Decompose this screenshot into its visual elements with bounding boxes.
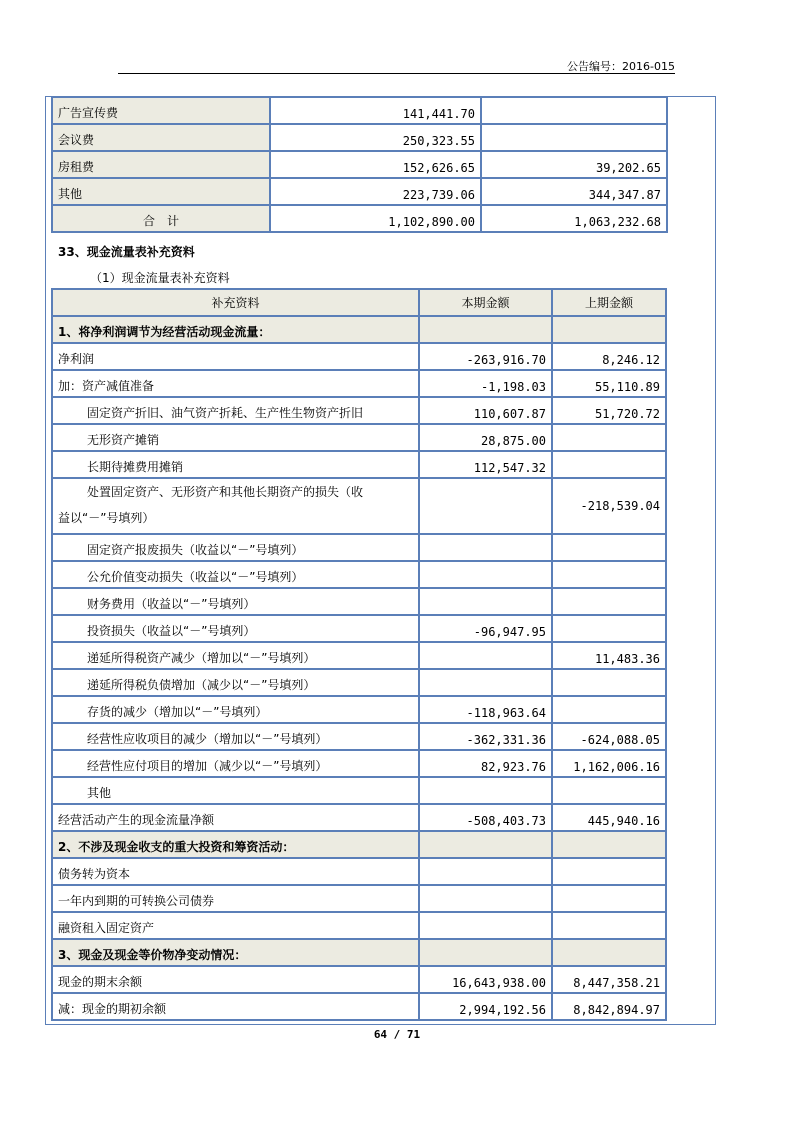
row-label: 无形资产摊销 bbox=[52, 424, 419, 451]
table-row bbox=[52, 885, 666, 912]
table-row bbox=[52, 777, 666, 804]
current-amount: 223,739.06 bbox=[270, 178, 481, 205]
table-row bbox=[52, 669, 666, 696]
header-item: 补充资料 bbox=[52, 289, 419, 316]
table-row bbox=[52, 534, 666, 561]
row-label-line2: 益以“－”号填列） bbox=[58, 511, 155, 525]
row-label: 2、不涉及现金收支的重大投资和筹资活动： bbox=[52, 831, 419, 858]
section-subtitle: （1）现金流量表补充资料 bbox=[90, 271, 230, 285]
current-amount bbox=[419, 777, 552, 804]
prior-amount bbox=[552, 561, 666, 588]
table-row bbox=[52, 642, 666, 669]
current-amount bbox=[419, 939, 552, 966]
current-amount bbox=[419, 478, 552, 534]
prior-amount bbox=[552, 912, 666, 939]
current-amount bbox=[419, 534, 552, 561]
current-amount bbox=[419, 831, 552, 858]
row-label: 经营性应收项目的减少（增加以“－”号填列） bbox=[52, 723, 419, 750]
prior-amount bbox=[552, 885, 666, 912]
announcement-number: 公告编号：2016-015 bbox=[567, 60, 675, 73]
current-amount bbox=[419, 912, 552, 939]
prior-amount: 8,246.12 bbox=[552, 343, 666, 370]
current-amount: 141,441.70 bbox=[270, 97, 481, 124]
table-row bbox=[52, 151, 667, 178]
prior-amount bbox=[552, 424, 666, 451]
prior-amount bbox=[552, 534, 666, 561]
prior-amount bbox=[552, 615, 666, 642]
current-amount bbox=[419, 885, 552, 912]
prior-amount bbox=[481, 97, 667, 124]
current-amount: -118,963.64 bbox=[419, 696, 552, 723]
prior-amount: 55,110.89 bbox=[552, 370, 666, 397]
row-label: 递延所得税资产减少（增加以“－”号填列） bbox=[52, 642, 419, 669]
table-row bbox=[52, 750, 666, 777]
row-label: 现金的期末余额 bbox=[52, 966, 419, 993]
row-label: 广告宣传费 bbox=[52, 97, 270, 124]
current-amount: 82,923.76 bbox=[419, 750, 552, 777]
row-label: 3、现金及现金等价物净变动情况： bbox=[52, 939, 419, 966]
prior-amount: 39,202.65 bbox=[481, 151, 667, 178]
table-row bbox=[52, 966, 666, 993]
table-row bbox=[52, 370, 666, 397]
row-label: 投资损失（收益以“－”号填列） bbox=[52, 615, 419, 642]
current-amount bbox=[419, 642, 552, 669]
table-row bbox=[52, 939, 666, 966]
table-row bbox=[52, 124, 667, 151]
prior-amount bbox=[481, 124, 667, 151]
table-row bbox=[52, 316, 666, 343]
table-row bbox=[52, 397, 666, 424]
row-label: 房租费 bbox=[52, 151, 270, 178]
row-label: 固定资产报废损失（收益以“－”号填列） bbox=[52, 534, 419, 561]
row-label: 存货的减少（增加以“－”号填列） bbox=[52, 696, 419, 723]
current-amount bbox=[419, 858, 552, 885]
prior-amount bbox=[552, 669, 666, 696]
current-amount bbox=[419, 669, 552, 696]
table-row bbox=[52, 451, 666, 478]
total-row bbox=[52, 205, 667, 232]
prior-amount: 11,483.36 bbox=[552, 642, 666, 669]
current-amount: -508,403.73 bbox=[419, 804, 552, 831]
prior-amount: 8,447,358.21 bbox=[552, 966, 666, 993]
current-amount bbox=[419, 316, 552, 343]
row-label: 固定资产折旧、油气资产折耗、生产性生物资产折旧 bbox=[52, 397, 419, 424]
table-row bbox=[52, 178, 667, 205]
current-amount: -1,198.03 bbox=[419, 370, 552, 397]
table-row bbox=[52, 696, 666, 723]
row-label: 其他 bbox=[52, 178, 270, 205]
current-amount bbox=[419, 588, 552, 615]
header-current: 本期金额 bbox=[419, 289, 552, 316]
row-label: 债务转为资本 bbox=[52, 858, 419, 885]
header-prior: 上期金额 bbox=[552, 289, 666, 316]
row-label: 经营性应付项目的增加（减少以“－”号填列） bbox=[52, 750, 419, 777]
row-label: 净利润 bbox=[52, 343, 419, 370]
row-label: 长期待摊费用摊销 bbox=[52, 451, 419, 478]
row-label: 减：现金的期初余额 bbox=[52, 993, 419, 1020]
row-label: 融资租入固定资产 bbox=[52, 912, 419, 939]
prior-amount bbox=[552, 939, 666, 966]
current-amount: 2,994,192.56 bbox=[419, 993, 552, 1020]
prior-amount: 344,347.87 bbox=[481, 178, 667, 205]
prior-amount: 51,720.72 bbox=[552, 397, 666, 424]
table-row bbox=[52, 478, 666, 534]
table-row bbox=[52, 804, 666, 831]
prior-amount bbox=[552, 831, 666, 858]
total-label: 合 计 bbox=[52, 205, 270, 232]
row-label: 会议费 bbox=[52, 124, 270, 151]
cash-flow-supplement-table bbox=[51, 288, 667, 1021]
row-label: 公允价值变动损失（收益以“－”号填列） bbox=[52, 561, 419, 588]
prior-amount: 1,162,006.16 bbox=[552, 750, 666, 777]
prior-amount bbox=[552, 696, 666, 723]
table-header-row bbox=[52, 289, 666, 316]
table-row bbox=[52, 993, 666, 1020]
table-row bbox=[52, 561, 666, 588]
expense-table bbox=[51, 96, 668, 233]
row-label: 一年内到期的可转换公司债券 bbox=[52, 885, 419, 912]
table-row bbox=[52, 424, 666, 451]
current-amount: -96,947.95 bbox=[419, 615, 552, 642]
current-amount: 16,643,938.00 bbox=[419, 966, 552, 993]
row-label bbox=[52, 478, 419, 534]
prior-amount: 1,063,232.68 bbox=[481, 205, 667, 232]
current-amount: -263,916.70 bbox=[419, 343, 552, 370]
table-row bbox=[52, 97, 667, 124]
row-label: 财务费用（收益以“－”号填列） bbox=[52, 588, 419, 615]
row-label: 递延所得税负债增加（减少以“－”号填列） bbox=[52, 669, 419, 696]
table-row bbox=[52, 588, 666, 615]
table-row bbox=[52, 831, 666, 858]
table-row bbox=[52, 343, 666, 370]
prior-amount: -218,539.04 bbox=[552, 478, 666, 534]
prior-amount bbox=[552, 777, 666, 804]
current-amount: 152,626.65 bbox=[270, 151, 481, 178]
table-row bbox=[52, 912, 666, 939]
current-amount: 28,875.00 bbox=[419, 424, 552, 451]
current-amount: 112,547.32 bbox=[419, 451, 552, 478]
row-label-line1: 处置固定资产、无形资产和其他长期资产的损失（收 bbox=[87, 485, 364, 499]
table-row bbox=[52, 615, 666, 642]
prior-amount: 445,940.16 bbox=[552, 804, 666, 831]
prior-amount bbox=[552, 316, 666, 343]
table-row bbox=[52, 723, 666, 750]
row-label: 1、将净利润调节为经营活动现金流量： bbox=[52, 316, 419, 343]
row-label: 加：资产减值准备 bbox=[52, 370, 419, 397]
table-row bbox=[52, 858, 666, 885]
current-amount bbox=[419, 561, 552, 588]
prior-amount bbox=[552, 451, 666, 478]
section-title: 33、现金流量表补充资料 bbox=[58, 245, 195, 259]
current-amount: 1,102,890.00 bbox=[270, 205, 481, 232]
page-number: 64 / 71 bbox=[373, 1028, 421, 1041]
row-label: 经营活动产生的现金流量净额 bbox=[52, 804, 419, 831]
row-label: 其他 bbox=[52, 777, 419, 804]
prior-amount bbox=[552, 858, 666, 885]
header-rule bbox=[118, 73, 675, 74]
current-amount: 110,607.87 bbox=[419, 397, 552, 424]
current-amount: 250,323.55 bbox=[270, 124, 481, 151]
prior-amount bbox=[552, 588, 666, 615]
prior-amount: -624,088.05 bbox=[552, 723, 666, 750]
current-amount: -362,331.36 bbox=[419, 723, 552, 750]
prior-amount: 8,842,894.97 bbox=[552, 993, 666, 1020]
